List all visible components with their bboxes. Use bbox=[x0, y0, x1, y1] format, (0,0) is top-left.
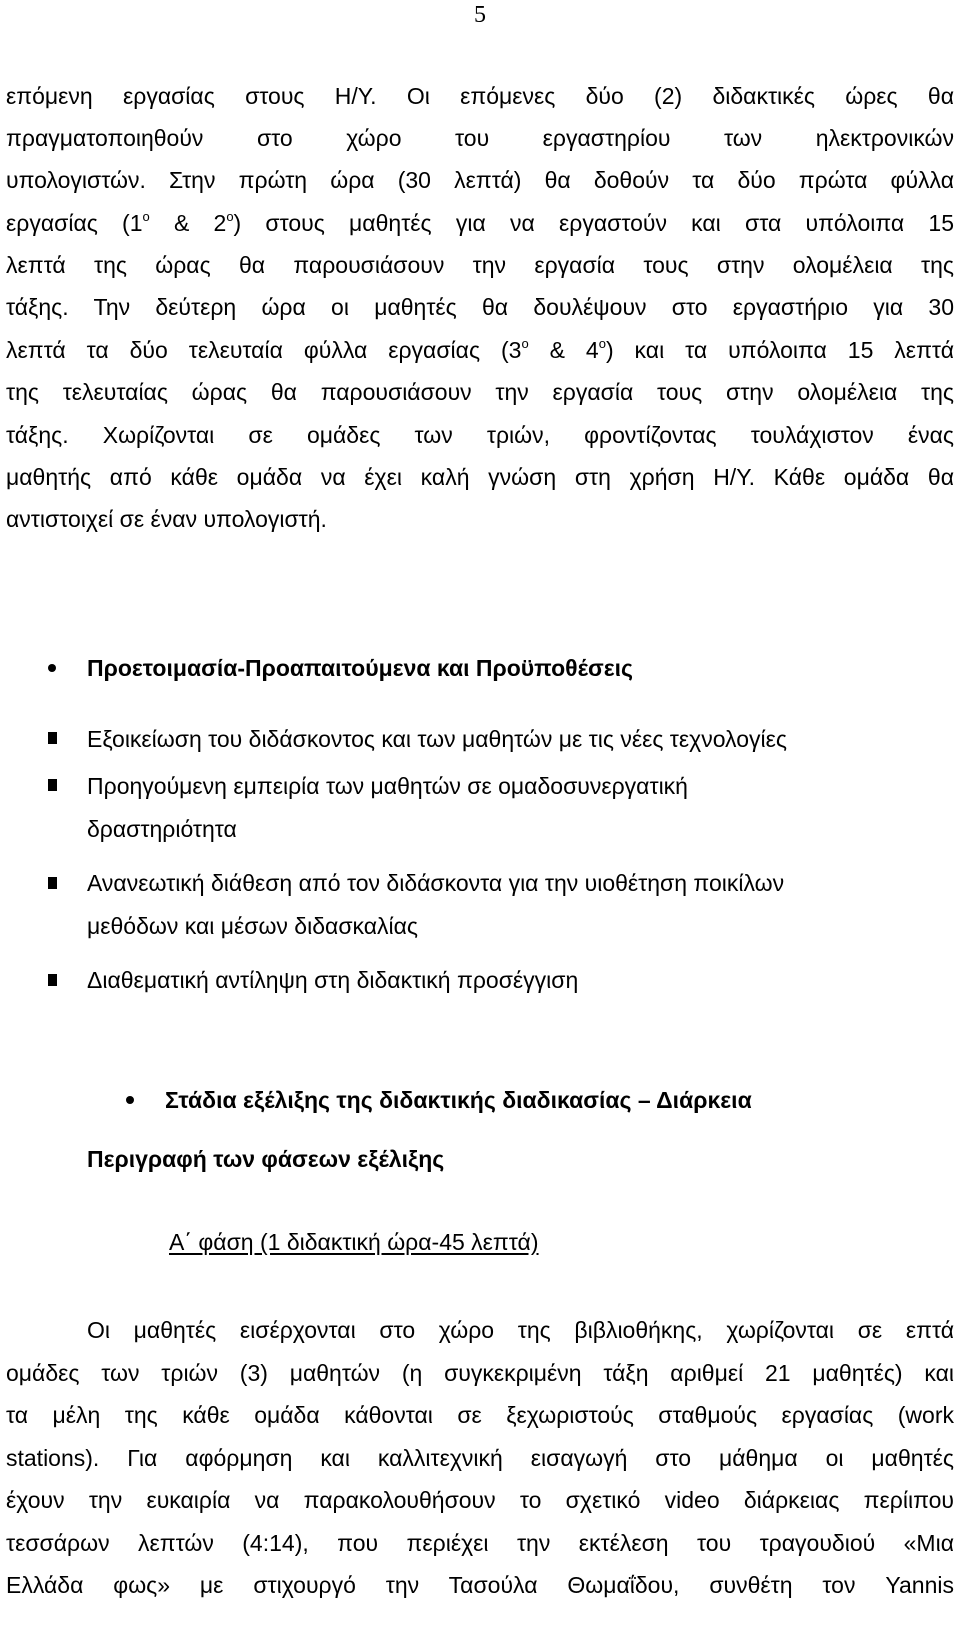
bullet-icon bbox=[126, 1096, 134, 1104]
list-item: Ανανεωτική διάθεση από τον διδάσκοντα για την υιοθέτηση ποικίλων bbox=[87, 870, 785, 896]
bullet-square-icon bbox=[48, 779, 57, 791]
section-heading: Στάδια εξέλιξης της διδακτικής διαδικασίας – Διάρκεια bbox=[165, 1087, 752, 1113]
bullet-square-icon bbox=[48, 974, 57, 986]
superscript: ο bbox=[226, 209, 234, 224]
paragraph-line: τα μέλη της κάθε ομάδα κάθονται σε ξεχωριστούς σταθμούς εργασίας (work bbox=[6, 1402, 954, 1428]
list-item: Διαθεματική αντίληψη στη διδακτική προσέγγιση bbox=[87, 967, 579, 993]
text-run: λεπτά τα δύο τελευταία φύλλα εργασίας (3 bbox=[6, 337, 522, 363]
paragraph-line: λεπτά της ώρας θα παρουσιάσουν την εργασία τους στην ολομέλεια της bbox=[6, 252, 954, 278]
paragraph-line: τάξης. Χωρίζονται σε ομάδες των τριών, φροντίζοντας τουλάχιστον ένας bbox=[6, 422, 954, 448]
text-run: & 2 bbox=[149, 210, 227, 236]
superscript: ο bbox=[598, 336, 606, 351]
bullet-square-icon bbox=[48, 732, 57, 744]
paragraph-line: έχουν την ευκαιρία να παρακολουθήσουν το σχετικό video διάρκειας περίιπου bbox=[6, 1487, 954, 1513]
bullet-icon bbox=[48, 664, 56, 672]
page-number: 5 bbox=[474, 2, 486, 28]
paragraph-line: τεσσάρων λεπτών (4:14), που περιέχει την εκτέλεση του τραγουδιού «Μια bbox=[6, 1530, 954, 1556]
bullet-square-icon bbox=[48, 877, 57, 889]
paragraph-line: αντιστοιχεί σε έναν υπολογιστή. bbox=[6, 506, 327, 532]
text-run: & 4 bbox=[528, 337, 599, 363]
paragraph-line: τάξης. Την δεύτερη ώρα οι μαθητές θα δουλέψουν στο εργαστήριο για 30 bbox=[6, 294, 954, 320]
section-heading: Προετοιμασία-Προαπαιτούμενα και Προϋποθέσεις bbox=[87, 655, 633, 681]
subheading: Περιγραφή των φάσεων εξέλιξης bbox=[87, 1146, 445, 1172]
superscript: ο bbox=[142, 209, 150, 224]
paragraph-line: υπολογιστών. Στην πρώτη ώρα (30 λεπτά) θα δοθούν τα δύο πρώτα φύλλα bbox=[6, 167, 954, 193]
paragraph-line bbox=[6, 336, 954, 364]
paragraph-line: μαθητής από κάθε ομάδα να έχει καλή γνώση στη χρήση Η/Υ. Κάθε ομάδα θα bbox=[6, 464, 954, 490]
list-item: Προηγούμενη εμπειρία των μαθητών σε ομαδοσυνεργατική bbox=[87, 773, 688, 799]
list-item: Εξοικείωση του διδάσκοντος και των μαθητών με τις νέες τεχνολογίες bbox=[87, 726, 787, 752]
text-run: ) και τα υπόλοιπα 15 λεπτά bbox=[605, 337, 954, 363]
paragraph-line: επόμενη εργασίας στους Η/Υ. Οι επόμενες δύο (2) διδακτικές ώρες θα bbox=[6, 83, 954, 109]
phase-title: Α΄ φάση (1 διδακτική ώρα-45 λεπτά) bbox=[169, 1229, 539, 1255]
paragraph-line: ομάδες των τριών (3) μαθητών (η συγκεκριμένη τάξη αριθμεί 21 μαθητές) και bbox=[6, 1360, 954, 1386]
list-item-continuation: μεθόδων και μέσων διδασκαλίας bbox=[87, 913, 419, 939]
paragraph-line: Οι μαθητές εισέρχονται στο χώρο της βιβλιοθήκης, χωρίζονται σε επτά bbox=[87, 1317, 954, 1343]
paragraph-line: της τελευταίας ώρας θα παρουσιάσουν την εργασία τους στην ολομέλεια της bbox=[6, 379, 954, 405]
list-item-continuation: δραστηριότητα bbox=[87, 816, 237, 842]
text-run: εργασίας (1 bbox=[6, 210, 143, 236]
paragraph-line: stations). Για αφόρμηση και καλλιτεχνική εισαγωγή στο μάθημα οι μαθητές bbox=[6, 1445, 954, 1471]
paragraph-line: Ελλάδα φως» με στιχουργό την Τασούλα Θωμαΐδου, συνθέτη τον Yannis bbox=[6, 1572, 954, 1598]
text-run: ) στους μαθητές για να εργαστούν και στα υπόλοιπα 15 bbox=[233, 210, 954, 236]
paragraph-line bbox=[6, 209, 954, 237]
paragraph-line: πραγματοποιηθούν στο χώρο του εργαστηρίου των ηλεκτρονικών bbox=[6, 125, 954, 151]
superscript: ο bbox=[521, 336, 529, 351]
